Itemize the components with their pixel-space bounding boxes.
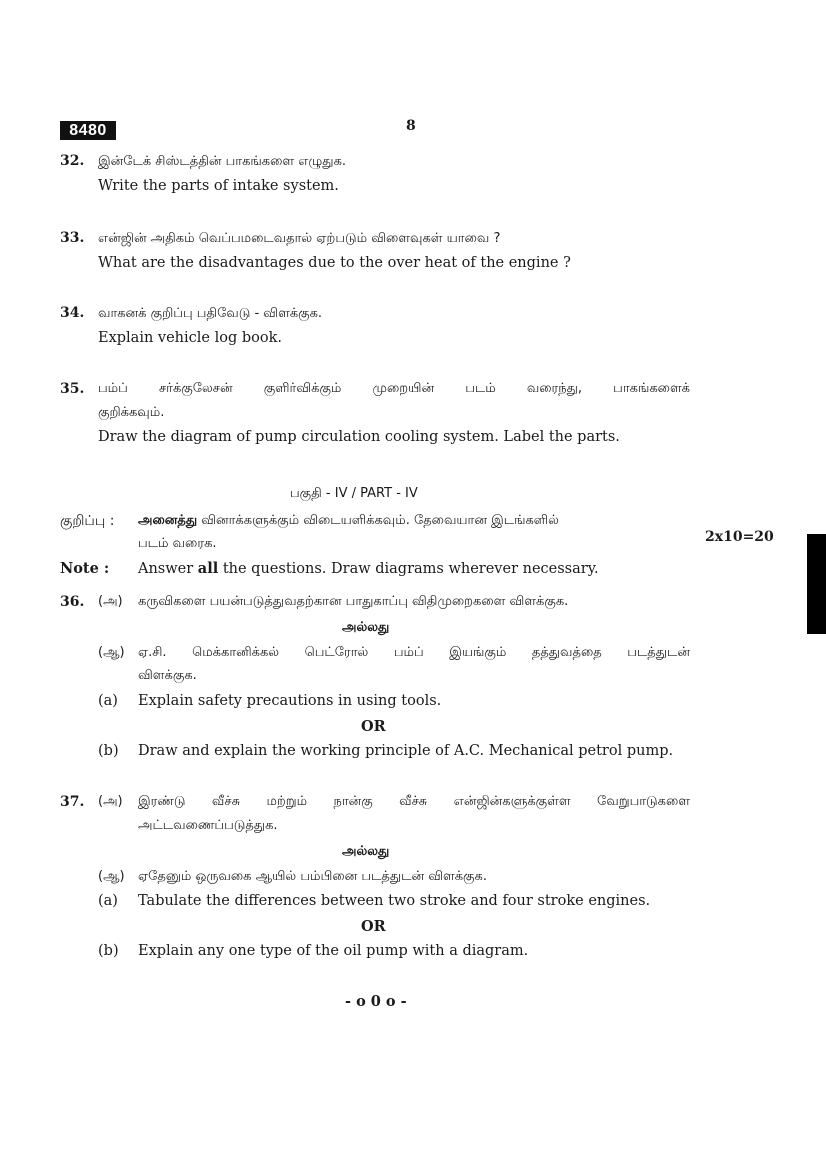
question-english: Draw the diagram of pump circulation cooling system. Label the parts. (98, 429, 620, 445)
question-english: Explain vehicle log book. (98, 330, 283, 346)
option-text-english: Draw and explain the working principle of A.C. Mechanical petrol pump. (138, 743, 674, 759)
side-margin-bar (807, 534, 826, 634)
option-text-tamil: அட்டவணைப்படுத்துக. (138, 818, 278, 833)
paper-code-badge: 8480 (60, 121, 116, 140)
part-heading-text: பகுதி - IV / PART - IV (290, 486, 418, 501)
option-text-tamil: ஏதேனும் ஒருவகை ஆயில் பம்பினை படத்துடன் விளக்குக. (138, 869, 487, 884)
option-text-tamil: கருவிகளை பயன்படுத்துவதற்கான பாதுகாப்பு விதிமுறைகளை விளக்குக. (138, 594, 569, 609)
note-label: Note : (60, 560, 110, 577)
question-number: 34. (60, 305, 85, 321)
question-english: What are the disadvantages due to the over heat of the engine ? (98, 255, 571, 271)
option-label: (a) (98, 893, 118, 909)
option-label: (b) (98, 943, 119, 959)
question-number: 35. (60, 381, 85, 397)
page-number: 8 (406, 118, 416, 134)
question-number: 33. (60, 230, 85, 246)
tamil-note-rest: வினாக்களுக்கும் விடையளிக்கவும். தேவையான இடங்களில் (197, 513, 559, 528)
or-english: OR (361, 918, 386, 935)
option-text-tamil: ஏ.சி. மெக்கானிக்கல் பெட்ரோல் பம்ப் இயங்கும் தத்துவத்தை படத்துடன் (138, 645, 690, 660)
question-tamil: வாகனக் குறிப்பு பதிவேடு - விளக்குக. (98, 306, 323, 321)
end-mark: - o 0 o - (345, 993, 407, 1010)
part-heading (290, 484, 418, 502)
question-tamil: என்ஜின் அதிகம் வெப்பமடைவதால் ஏற்படும் விளைவுகள் யாவை ? (98, 231, 501, 246)
tamil-note (138, 513, 559, 529)
option-label: (அ) (98, 794, 123, 809)
option-label: (ஆ) (98, 645, 125, 660)
marks-label: 2x10=20 (705, 529, 774, 545)
question-tamil: இன்டேக் சிஸ்டத்தின் பாகங்களை எழுதுக. (98, 154, 347, 169)
question-number: 37. (60, 794, 85, 810)
tamil-note-label: குறிப்பு : (60, 513, 115, 529)
question-tamil: குறிக்கவும். (98, 405, 165, 420)
option-text-english: Explain safety precautions in using tools. (138, 693, 442, 709)
note-post: the questions. Draw diagrams wherever necessary. (218, 561, 599, 577)
note-pre: Answer (138, 561, 198, 577)
or-tamil: அல்லது (342, 844, 390, 859)
question-number: 32. (60, 153, 85, 169)
question-tamil: பம்ப் சர்க்குலேசன் குளிர்விக்கும் முறையின் படம் வரைந்து, பாகங்களைக் (98, 381, 690, 396)
option-label: (a) (98, 693, 118, 709)
note-bold: all (197, 560, 219, 577)
question-number: 36. (60, 594, 85, 610)
option-text-tamil: விளக்குக. (138, 668, 197, 683)
option-text-tamil: இரண்டு வீச்சு மற்றும் நான்கு வீச்சு என்ஜின்களுக்குள்ள வேறுபாடுகளை (138, 794, 690, 809)
or-tamil: அல்லது (342, 620, 390, 635)
option-text-english: Tabulate the differences between two stroke and four stroke engines. (138, 893, 651, 909)
question-english: Write the parts of intake system. (98, 178, 339, 194)
tamil-note-line2: படம் வரைக. (138, 536, 217, 551)
option-label: (b) (98, 743, 119, 759)
tamil-note-bold: அனைத்து (138, 513, 198, 528)
or-english: OR (361, 718, 386, 735)
option-label: (அ) (98, 594, 123, 609)
option-text-english: Explain any one type of the oil pump with a diagram. (138, 943, 529, 959)
note-text (138, 560, 599, 577)
option-label: (ஆ) (98, 869, 125, 884)
